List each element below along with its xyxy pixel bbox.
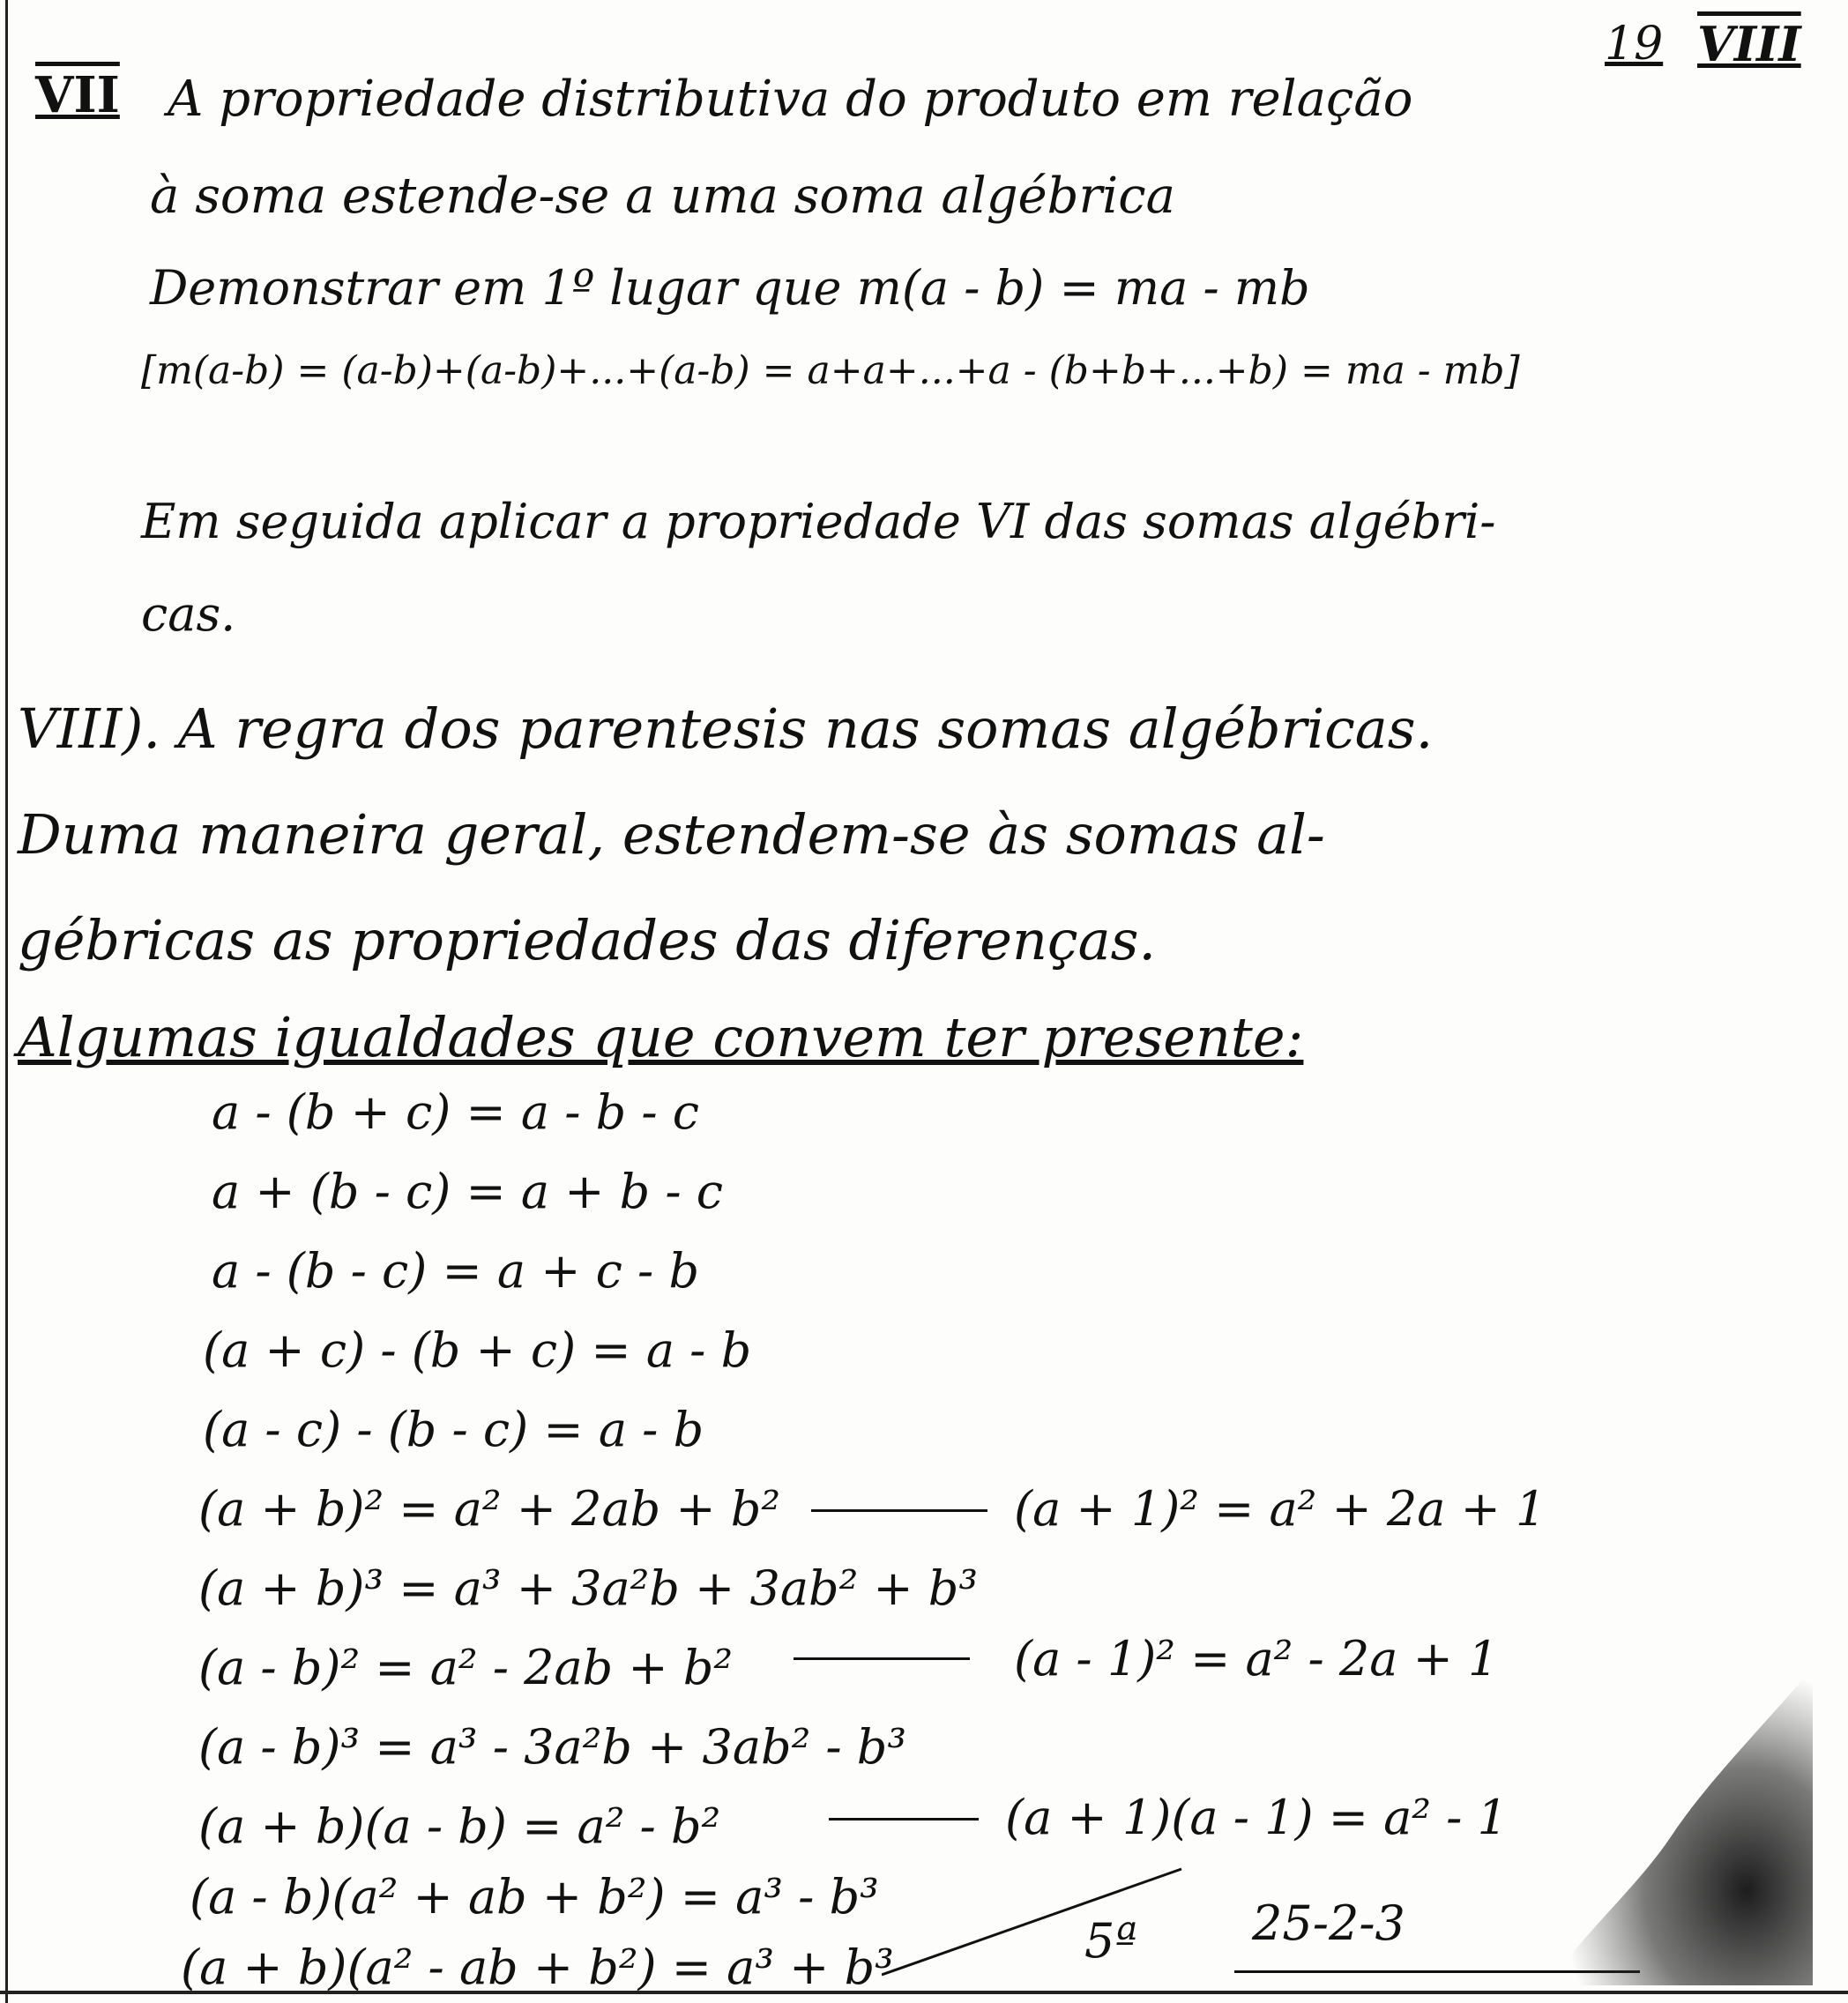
- section-vii-line-6: cas.: [141, 586, 236, 642]
- section-vii-line-1: A propriedade distributiva do produto em relação: [168, 71, 1413, 128]
- section-vii-line-3: Demonstrar em 1º lugar que m(a - b) = ma - mb: [150, 260, 1310, 316]
- section-viii-line-4: Algumas igualdades que convem ter presente:: [18, 1005, 1304, 1069]
- section-label: VIII: [1697, 16, 1801, 72]
- equation-right-1: (a + 1)² = a² + 2a + 1: [1014, 1481, 1546, 1537]
- equation-10: (a + b)(a - b) = a² - b²: [198, 1798, 721, 1854]
- section-vii-line-2: à soma estende-se a uma soma algébrica: [150, 168, 1175, 225]
- diagonal-stroke: [882, 1851, 1199, 1984]
- connector-line-3: [829, 1818, 979, 1821]
- equation-1: a - (b + c) = a - b - c: [212, 1084, 700, 1140]
- section-vii-line-4: [m(a-b) = (a-b)+(a-b)+...+(a-b) = a+a+...+a - (b+b+...+b) = ma - mb]: [141, 348, 1520, 393]
- equation-2: a + (b - c) = a + b - c: [212, 1164, 724, 1219]
- section-vii-numeral: VII: [35, 66, 120, 124]
- equation-9: (a - b)³ = a³ - 3a²b + 3ab² - b³: [198, 1719, 907, 1775]
- equation-right-2: (a - 1)² = a² - 2a + 1: [1014, 1631, 1499, 1687]
- equation-4: (a + c) - (b + c) = a - b: [203, 1322, 752, 1378]
- section-viii-line-3: gébricas as propriedades das diferenças.: [18, 908, 1157, 972]
- section-vii-line-5: Em seguida aplicar a propriedade VI das somas algébri-: [141, 494, 1496, 549]
- footer-date: 25-2-3: [1252, 1895, 1405, 1951]
- section-viii-line-1: VIII). A regra dos parentesis nas somas algébricas.: [18, 696, 1434, 761]
- equation-5: (a - c) - (b - c) = a - b: [203, 1402, 704, 1457]
- page-number: 19: [1605, 18, 1664, 71]
- equation-3: a - (b - c) = a + c - b: [212, 1243, 700, 1299]
- footer-class: 5ª: [1084, 1913, 1138, 1969]
- section-viii-line-2: Duma maneira geral, estendem-se às somas al-: [18, 802, 1325, 867]
- page-left-edge: [5, 0, 8, 2003]
- equation-11: (a - b)(a² + ab + b²) = a³ - b³: [190, 1869, 879, 1925]
- connector-line-2: [794, 1657, 970, 1660]
- equation-12: (a + b)(a² - ab + b²) = a³ + b³: [181, 1940, 894, 1995]
- equation-right-3: (a + 1)(a - 1) = a² - 1: [1005, 1790, 1508, 1845]
- connector-line-1: [811, 1509, 987, 1512]
- equation-7: (a + b)³ = a³ + 3a²b + 3ab² + b³: [198, 1560, 979, 1616]
- equation-8: (a - b)² = a² - 2ab + b²: [198, 1640, 734, 1695]
- ink-smudge: [1442, 1668, 1813, 1985]
- equation-6: (a + b)² = a² + 2ab + b²: [198, 1481, 781, 1537]
